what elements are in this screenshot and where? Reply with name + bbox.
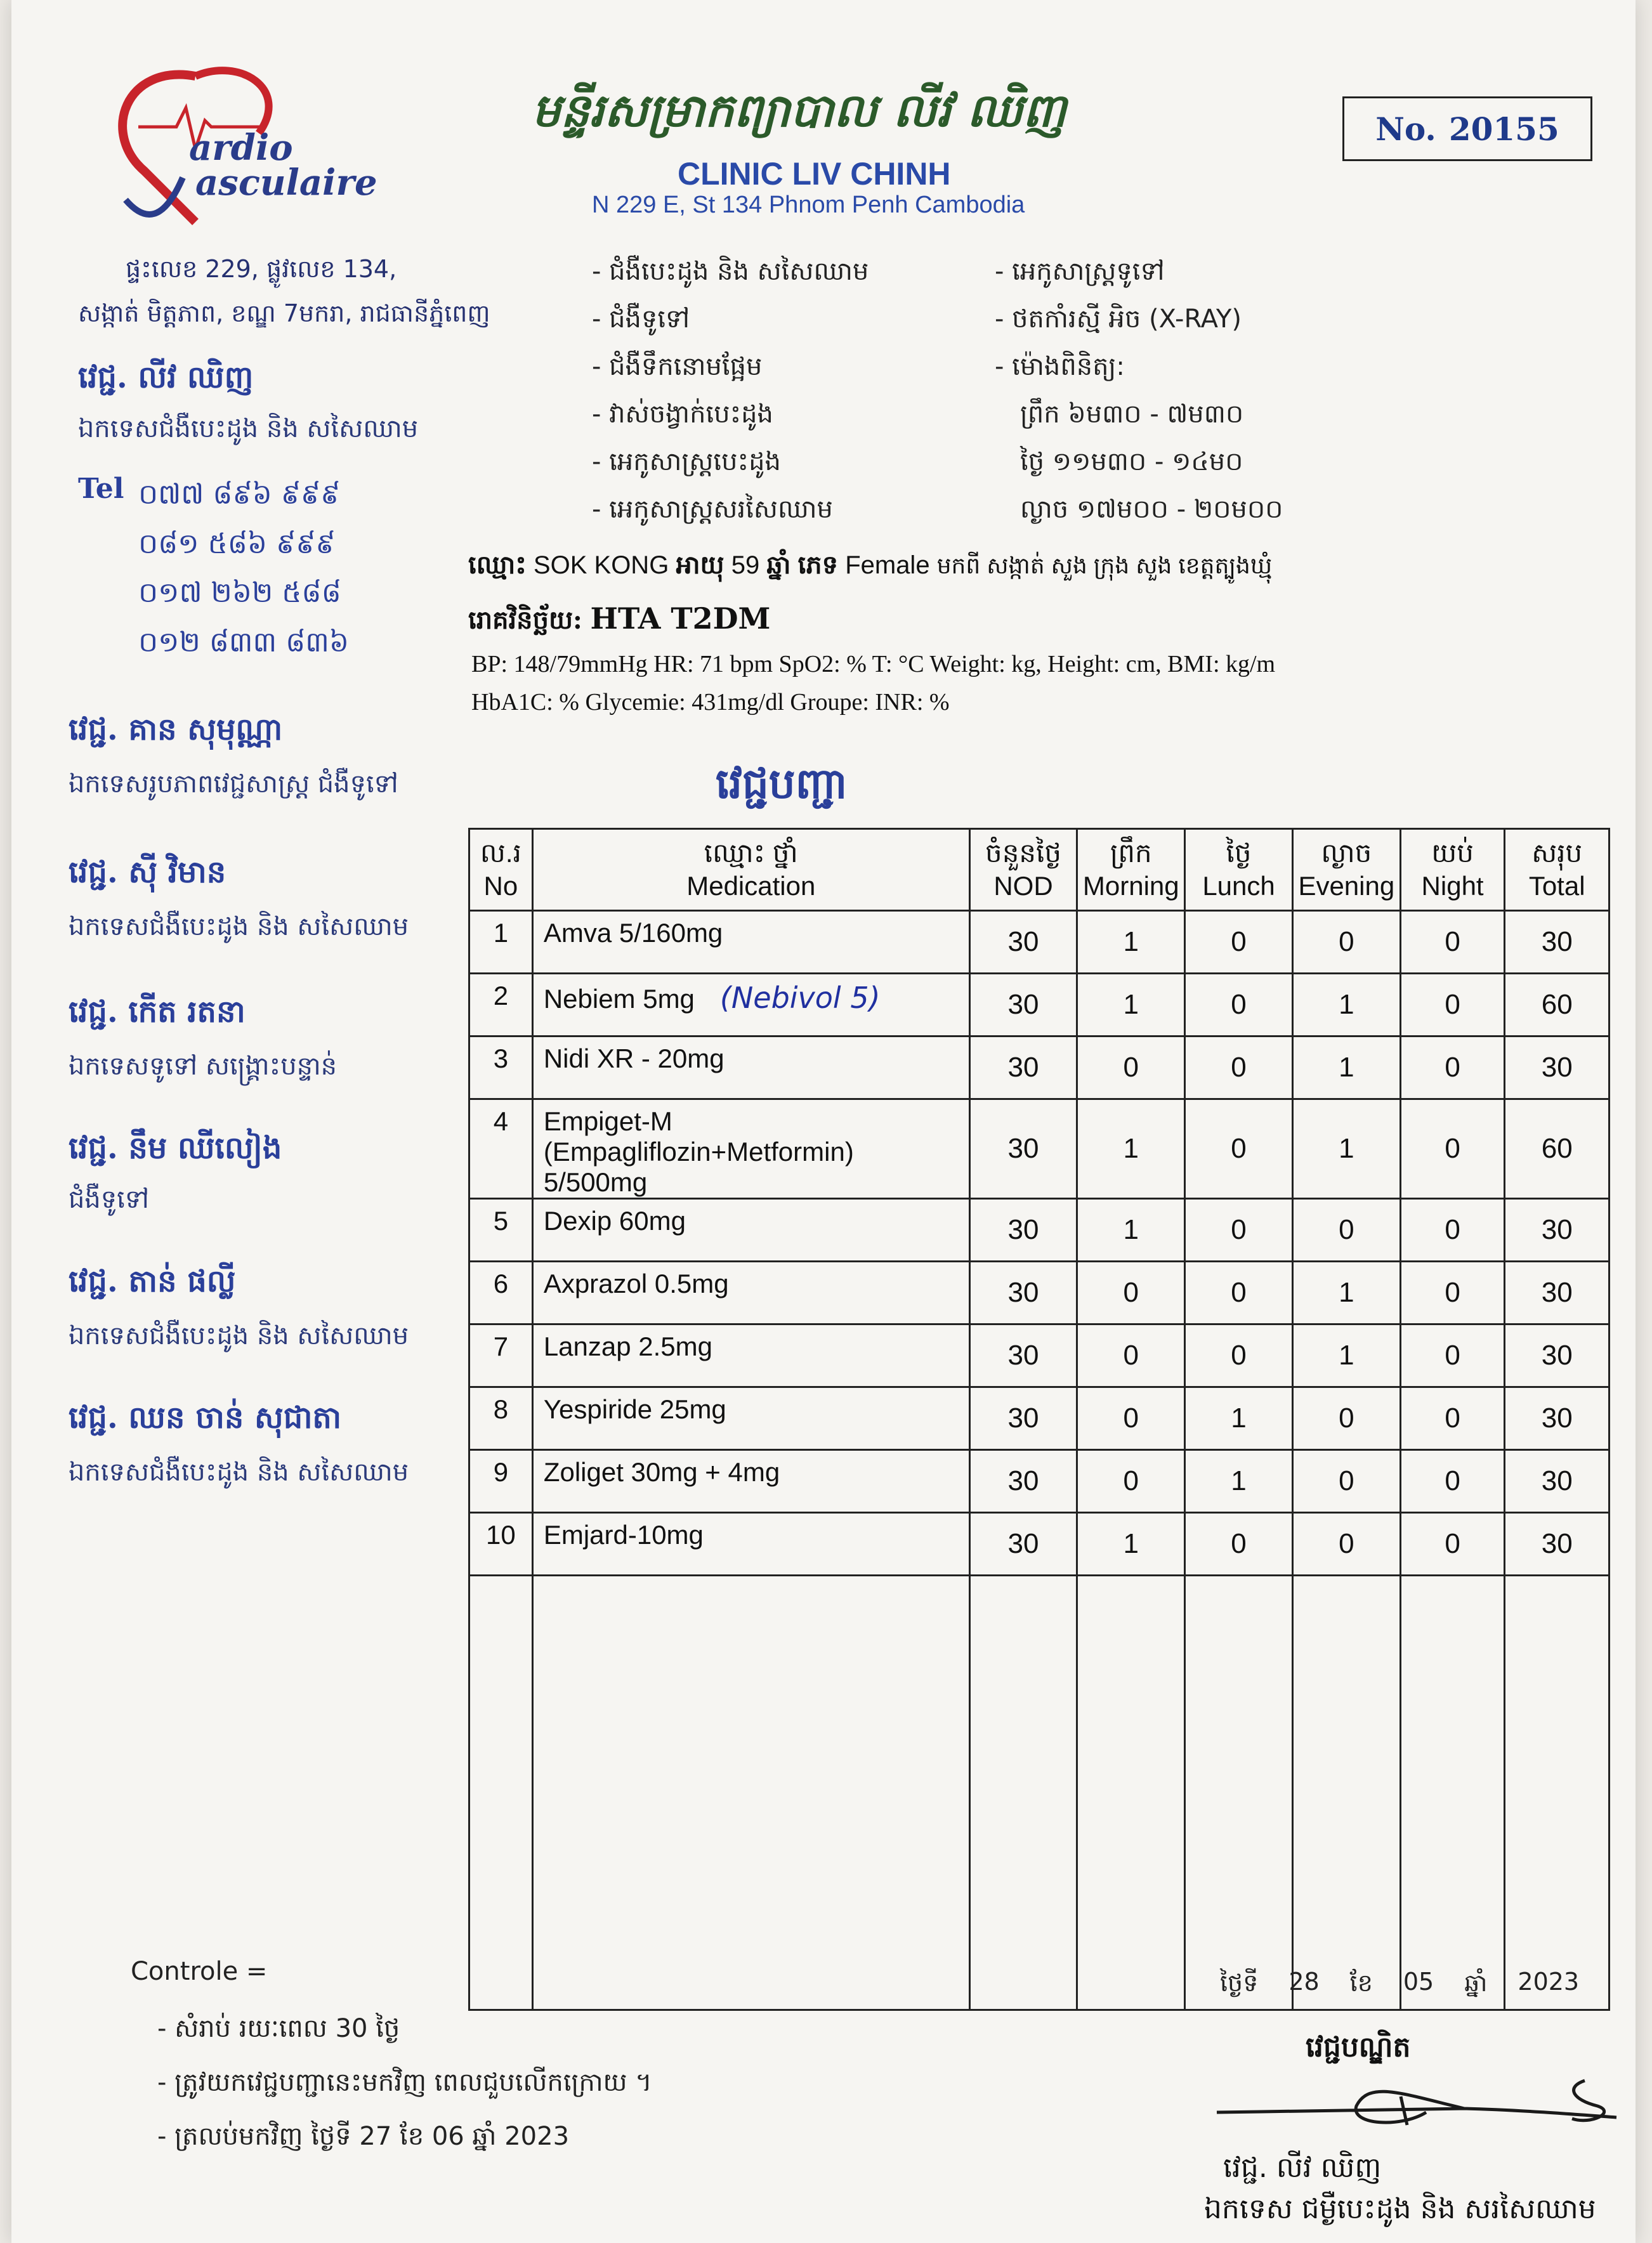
row-number-cell: 5 [469,1199,533,1262]
medication-name: Emjard-10mg [543,1520,704,1550]
nod-cell: 30 [969,1387,1077,1450]
morning-cell: 1 [1077,1099,1185,1199]
evening-cell: 0 [1292,1387,1400,1450]
row-number-cell: 6 [469,1262,533,1324]
medication-cell [532,911,969,974]
lunch-cell: 0 [1185,1199,1293,1262]
night-cell: 0 [1400,974,1505,1036]
clinic-name-khmer: មន្ទីរសម្រាកព្យាបាល លីវ ឈិញ [532,83,1066,137]
doctor-title: ឯកទេសជំងឺបេះដូង និង សសៃឈាម [69,912,409,941]
empty-cell [1505,1576,1609,2010]
table-row [469,1199,1609,1262]
total-cell: 30 [1505,1262,1609,1324]
row-number-cell: 2 [469,974,533,1036]
date-month: 05 [1403,1968,1434,1996]
medication-cell [532,1262,969,1324]
header-total: សរុប Total [1505,829,1609,911]
signature-doctor-role: ឯកទេស ជម្ងឺបេះដូង និង សរសៃឈាម [1204,2193,1596,2225]
main-doctor-title: ឯកទេសជំងឺបេះដូង និង សសៃឈាម [78,414,419,443]
medication-name: Dexip 60mg [543,1206,686,1236]
table-row [469,1387,1609,1450]
document-number: 20155 [1448,110,1559,148]
medication-cell [532,1387,969,1450]
medication-name: Empiget-M [543,1106,672,1136]
table-row [469,1513,1609,1576]
evening-cell: 1 [1292,1324,1400,1387]
phone-number: ០១២ ៨៣៣ ៨៣៦ [138,626,349,658]
patient-name: SOK KONG [533,551,669,579]
labs-line: HbA1C: % Glycemie: 431mg/dl Groupe: INR: % [471,689,950,716]
patient-origin: មកពី សង្កាត់ សួង ក្រុង សួង ខេត្តត្បូងឃ្មុំ [936,553,1273,579]
date-day: 28 [1288,1968,1320,1996]
nod-cell: 30 [969,974,1077,1036]
lunch-cell: 0 [1185,911,1293,974]
night-cell: 0 [1400,1450,1505,1513]
morning-cell: 0 [1077,1262,1185,1324]
medication-name: Zoliget 30mg + 4mg [543,1457,780,1487]
doctor-name: វេជ្ជ. កើត រតនា [69,994,246,1030]
doctor-title: ឯកទេសជំងឺបេះដូង និង សសៃឈាម [69,1321,409,1350]
table-row [469,1450,1609,1513]
service-item: - វាស់ចង្វាក់បេះដូង [592,400,773,429]
empty-cell [1400,1576,1505,2010]
footer-bring-back: - ត្រូវយកវេជ្ជបញ្ជានេះមកវិញ ពេលជួបលើកក្រោយ ។ [157,2068,652,2097]
doctor-name: វេជ្ជ. គាន សុមុណ្ណា [69,712,283,747]
morning-cell: 0 [1077,1324,1185,1387]
total-cell: 30 [1505,1036,1609,1099]
logo-text-vasculaire: asculaire [195,162,377,204]
doctor-name: វេជ្ជ. តាន់ ផល្លី [69,1264,236,1299]
clinic-address-english: N 229 E, St 134 Phnom Penh Cambodia [592,192,1025,218]
signature-title: វេជ្ជបណ្ឌិត [1306,2031,1411,2063]
night-cell: 0 [1400,1387,1505,1450]
service-item: - អេកូសាស្ត្រទូទៅ [995,257,1165,286]
medication-cell [532,974,969,1036]
lunch-cell: 0 [1185,1324,1293,1387]
morning-cell: 1 [1077,1199,1185,1262]
evening-cell: 1 [1292,974,1400,1036]
doctor-name: វេជ្ជ. ស៊ី វិមាន [69,854,226,890]
lunch-cell: 0 [1185,1513,1293,1576]
controle-label: Controle = [131,1957,268,1986]
patient-line [468,549,1272,586]
medication-composition: (Empagliflozin+Metformin) 5/500mg [543,1137,854,1197]
row-number-cell: 7 [469,1324,533,1387]
service-item: - ជំងឺទឹកនោមផ្អែម [592,352,763,381]
medication-cell [532,1513,969,1576]
table-row [469,1099,1609,1199]
tel-label: Tel [78,473,124,505]
evening-cell: 0 [1292,1513,1400,1576]
nod-cell: 30 [969,1036,1077,1099]
empty-cell [1077,1576,1185,2010]
diagnosis-value: HTA T2DM [590,601,771,636]
morning-cell: 1 [1077,974,1185,1036]
lunch-cell: 1 [1185,1450,1293,1513]
logo-text-cardio: ardio [189,127,293,169]
table-row [469,1262,1609,1324]
row-number-cell: 9 [469,1450,533,1513]
document-number-box [1342,96,1592,161]
nod-cell: 30 [969,911,1077,974]
clinic-logo [100,63,377,235]
empty-cell [532,1576,969,2010]
header-morning: ព្រឹក Morning [1077,829,1185,911]
empty-cell [1292,1576,1400,2010]
doctor-title: ឯកទេសទូទៅ សង្គ្រោះបន្ទាន់ [69,1052,338,1081]
total-cell: 30 [1505,1387,1609,1450]
header-no: ល.រ No [469,829,533,911]
night-cell: 0 [1400,1513,1505,1576]
lunch-cell: 0 [1185,1099,1293,1199]
night-cell: 0 [1400,1262,1505,1324]
doctor-signature [1210,2068,1629,2150]
prescription-title: វេជ្ជបញ្ជា [716,759,848,808]
morning-cell: 0 [1077,1387,1185,1450]
hours-morning: ព្រឹក ៦ម៣០ - ៧ម៣០ [1020,400,1244,429]
medication-cell [532,1099,969,1199]
hours-noon: ថ្ងៃ ១១ម៣០ - ១៤ម០ [1020,447,1243,476]
header-nod: ចំនួនថ្ងៃ NOD [969,829,1077,911]
diagnosis-line [468,601,770,641]
document-number-label: No. [1375,110,1436,148]
total-cell: 60 [1505,974,1609,1036]
address-kh-line2: សង្កាត់ មិត្តភាព, ខណ្ឌ 7មករា, រាជធានីភ្នំពេញ [78,299,490,327]
vitals-line: BP: 148/79mmHg HR: 71 bpm SpO2: % T: °C Weight: kg, Height: cm, BMI: kg/m [471,651,1276,677]
empty-cell [1185,1576,1293,2010]
address-kh-line1: ផ្ទះលេខ 229, ផ្លូវលេខ 134, [126,255,397,283]
row-number-cell: 8 [469,1387,533,1450]
morning-cell: 0 [1077,1036,1185,1099]
medication-name: Nidi XR - 20mg [543,1043,724,1073]
diagnosis-label: រោគវិនិច្ឆ័យ: [468,605,582,635]
medication-table [468,828,1610,2011]
date-day-label: ថ្ងៃទី [1220,1969,1259,1997]
phone-number: ០៨១ ៥៨៦ ៩៩៩ [138,528,336,560]
night-cell: 0 [1400,911,1505,974]
patient-age-label: អាយុ [676,550,724,580]
header-evening: ល្ងាច Evening [1292,829,1400,911]
empty-cell [969,1576,1077,2010]
empty-cell [469,1576,533,2010]
row-number-cell: 1 [469,911,533,974]
evening-cell: 0 [1292,1450,1400,1513]
morning-cell: 1 [1077,1513,1185,1576]
empty-table-row [469,1576,1609,2010]
medication-name: Amva 5/160mg [543,918,723,948]
patient-sex-label: ភេទ [797,550,839,580]
patient-age: 59 [731,551,760,579]
patient-name-label: ឈ្មោះ [468,550,527,580]
medication-name: Yespiride 25mg [543,1394,726,1424]
table-row [469,1324,1609,1387]
night-cell: 0 [1400,1199,1505,1262]
clinic-name-english: CLINIC LIV CHINH [678,156,951,192]
nod-cell: 30 [969,1513,1077,1576]
total-cell: 30 [1505,1450,1609,1513]
total-cell: 60 [1505,1099,1609,1199]
phone-number: ០៧៧ ៨៩៦ ៩៩៩ [138,478,341,511]
service-item: - អេកូសាស្ត្របេះដូង [592,447,781,476]
issue-date [1220,1968,1579,2003]
night-cell: 0 [1400,1036,1505,1099]
nod-cell: 30 [969,1324,1077,1387]
total-cell: 30 [1505,1199,1609,1262]
doctor-title: ជំងឺទូទៅ [69,1185,149,1214]
service-item: - ម៉ោងពិនិត្យ: [995,352,1125,381]
evening-cell: 0 [1292,1199,1400,1262]
header-medication: ឈ្មោះ ថ្នាំ Medication [532,829,969,911]
medication-name: Nebiem 5mg [543,984,695,1014]
lunch-cell: 0 [1185,974,1293,1036]
total-cell: 30 [1505,1324,1609,1387]
morning-cell: 0 [1077,1450,1185,1513]
lunch-cell: 0 [1185,1262,1293,1324]
evening-cell: 1 [1292,1262,1400,1324]
header-lunch: ថ្ងៃ Lunch [1185,829,1293,911]
nod-cell: 30 [969,1262,1077,1324]
header-night: យប់ Night [1400,829,1505,911]
medication-cell [532,1036,969,1099]
row-number-cell: 3 [469,1036,533,1099]
table-header-row [469,829,1609,911]
doctor-title: ឯកទេសរូបភាពវេជ្ជសាស្ត្រ ជំងឺទូទៅ [69,769,398,799]
service-item: - ថតកាំរស្មី អិច (X-RAY) [995,304,1242,334]
medication-cell [532,1199,969,1262]
nod-cell: 30 [969,1199,1077,1262]
phone-number: ០១៧ ២៦២ ៥៨៨ [138,577,341,609]
row-number-cell: 10 [469,1513,533,1576]
lunch-cell: 0 [1185,1036,1293,1099]
medication-name: Axprazol 0.5mg [543,1269,729,1298]
handwritten-note: (Nebivol 5) [719,981,881,1015]
total-cell: 30 [1505,911,1609,974]
total-cell: 30 [1505,1513,1609,1576]
night-cell: 0 [1400,1324,1505,1387]
morning-cell: 1 [1077,911,1185,974]
date-year-label: ឆ្នាំ [1464,1969,1488,1997]
nod-cell: 30 [969,1450,1077,1513]
patient-sex: Female [845,551,930,579]
service-item: - អេកូសាស្ត្រសរសៃឈាម [592,495,833,524]
date-month-label: ខែ [1349,1969,1373,1997]
date-year: 2023 [1518,1968,1580,1996]
evening-cell: 1 [1292,1036,1400,1099]
evening-cell: 0 [1292,911,1400,974]
evening-cell: 1 [1292,1099,1400,1199]
medication-cell [532,1324,969,1387]
table-row [469,911,1609,974]
table-row [469,974,1609,1036]
footer-return-date: - ត្រលប់មកវិញ ថ្ងៃទី 27 ខែ 06 ឆ្នាំ 2023 [157,2122,570,2151]
lunch-cell: 1 [1185,1387,1293,1450]
service-item: - ជំងឺបេះដូង និង សសៃឈាម [592,257,869,286]
patient-age-unit: ឆ្នាំ [766,550,791,580]
service-item: - ជំងឺទូទៅ [592,304,690,334]
prescription-page [11,0,1636,2243]
hours-evening: ល្ងាច ១៧ម០០ - ២០ម០០ [1020,495,1283,524]
medication-name: Lanzap 2.5mg [543,1331,713,1361]
night-cell: 0 [1400,1099,1505,1199]
medication-cell [532,1450,969,1513]
table-row [469,1036,1609,1099]
nod-cell: 30 [969,1099,1077,1199]
doctor-name: វេជ្ជ. ឈន ចាន់ សុជាតា [69,1400,342,1435]
main-doctor-name: វេជ្ជ. លីវ ឈិញ [78,360,254,395]
doctor-name: វេជ្ជ. នឹម ឈីលៀង [69,1130,282,1166]
doctor-title: ឯកទេសជំងឺបេះដូង និង សសៃឈាម [69,1458,409,1487]
footer-duration: - សំរាប់ រយៈពេល 30 ថ្ងៃ [157,2014,400,2043]
signature-doctor-name: វេជ្ជ. លីវ ឈិញ [1223,2152,1382,2184]
row-number-cell: 4 [469,1099,533,1199]
